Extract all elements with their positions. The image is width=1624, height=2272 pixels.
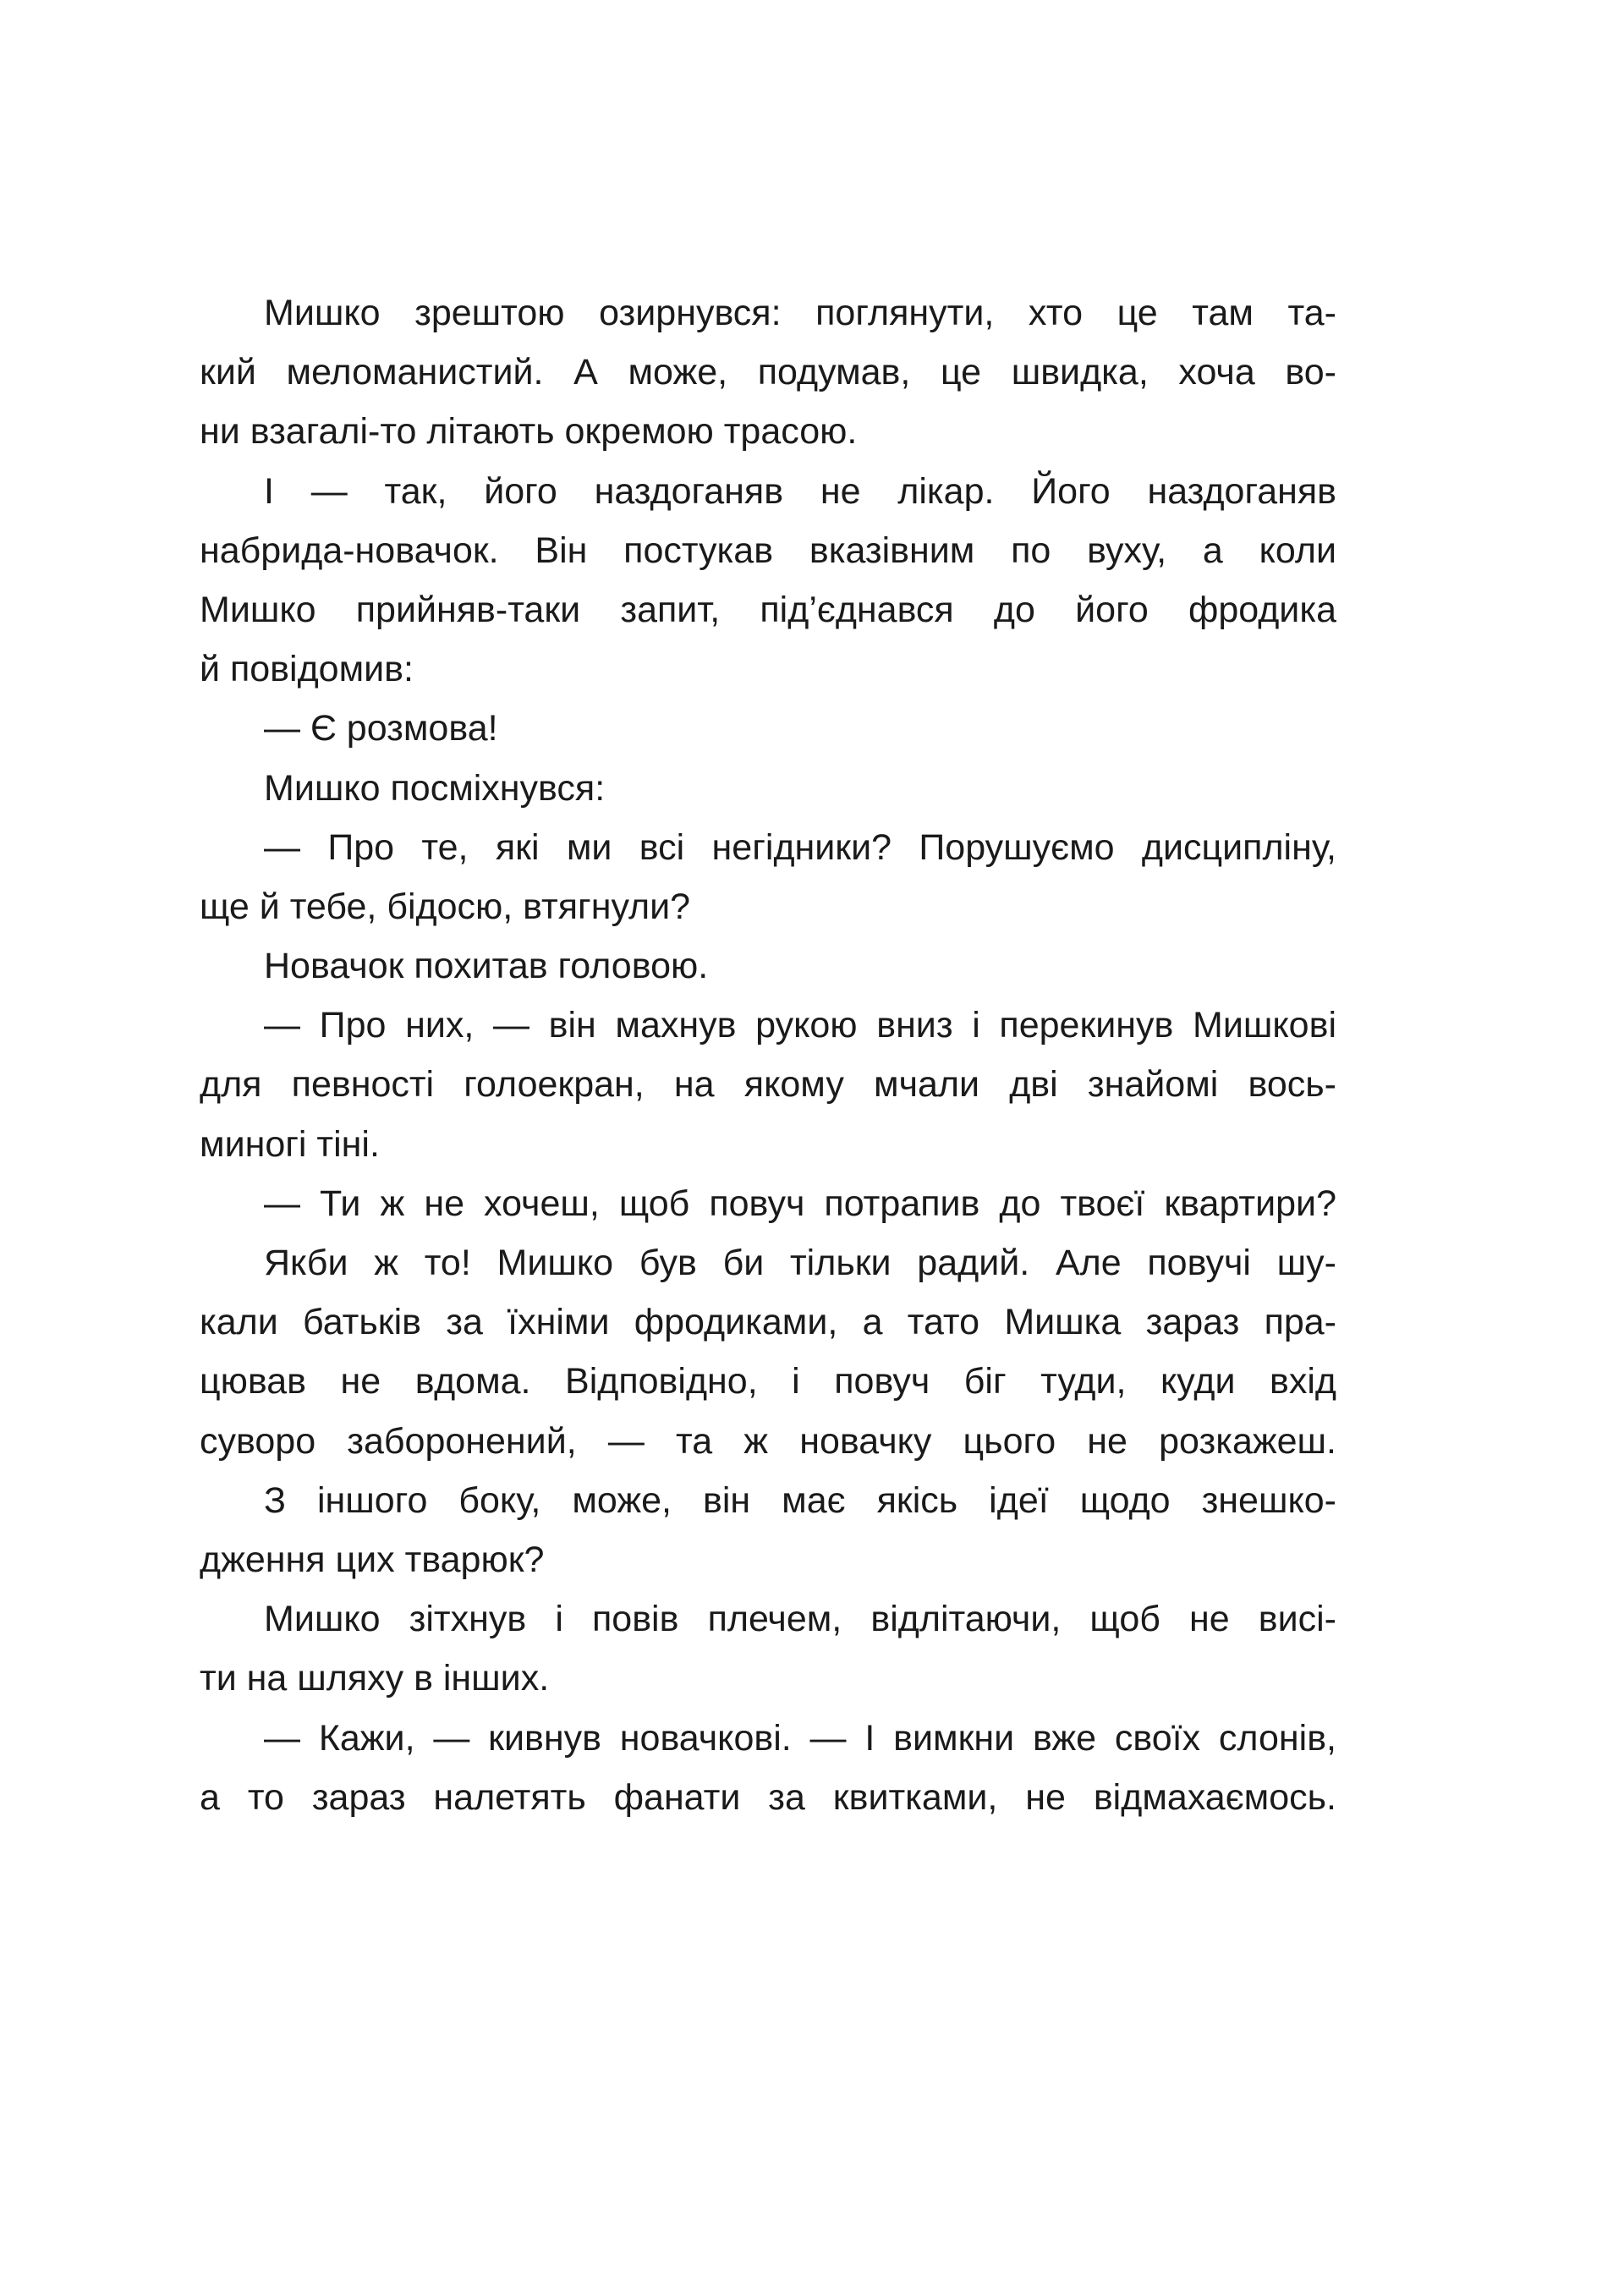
text-line: кий меломанистий. А може, подумав, це швидка, хоча во- [200,352,1336,393]
text-line: — Кажи, — кивнув новачкові. — І вимкни вже своїх слонів, [264,1717,1336,1759]
text-line: цював не вдома. Відповідно, і повуч біг туди, куди вхід [200,1361,1336,1402]
text-line: Мишко зітхнув і повів плечем, відлітаючи, щоб не висі- [264,1599,1336,1640]
text-line: Новачок похитав головою. [264,946,709,987]
text-line: Мишко посміхнувся: [264,767,606,809]
text-line: ти на шляху в інших. [200,1658,550,1699]
text-line: З іншого боку, може, він має якісь ідеї щодо знешко- [264,1479,1336,1521]
text-line: кали батьків за їхніми фродиками, а тато Мишка зараз пра- [200,1302,1336,1343]
text-line: Якби ж то! Мишко був би тільки радий. Але повучі шу- [264,1243,1336,1283]
text-line: для певності голоекран, на якому мчали дві знайомі вось- [200,1064,1336,1106]
text-line: миногі тіні. [200,1123,380,1165]
text-line: Мишко зрештою озирнувся: поглянути, хто це там та- [264,293,1336,333]
text-line: набрида-новачок. Він постукав вказівним по вуху, а коли [200,530,1336,571]
text-line: ще й тебе, бідосю, втягнули? [200,886,691,927]
text-line: а то зараз налетять фанати за квитками, не відмахаємось. [200,1776,1336,1818]
text-line: І — так, його наздоганяв не лікар. Його наздоганяв [264,470,1336,512]
text-line: — Ти ж не хочеш, щоб повуч потрапив до твоєї квартири? [264,1183,1336,1224]
book-page-text [200,283,1336,1827]
text-line: — Є розмова! [264,708,498,749]
text-line: й повідомив: [200,649,414,690]
text-line: — Про них, — він махнув рукою вниз і перекинув Мишкові [264,1005,1336,1046]
text-line: — Про те, які ми всі негідники? Порушуємо дисципліну, [264,826,1336,868]
text-line: дження цих тварюк? [200,1539,545,1580]
text-line: Мишко прийняв-таки запит, під’єднався до його фродика [200,589,1336,630]
text-line: ни взагалі-то літають окремою трасою. [200,411,858,453]
text-line: суворо заборонений, — та ж новачку цього не розкажеш. [200,1420,1336,1462]
